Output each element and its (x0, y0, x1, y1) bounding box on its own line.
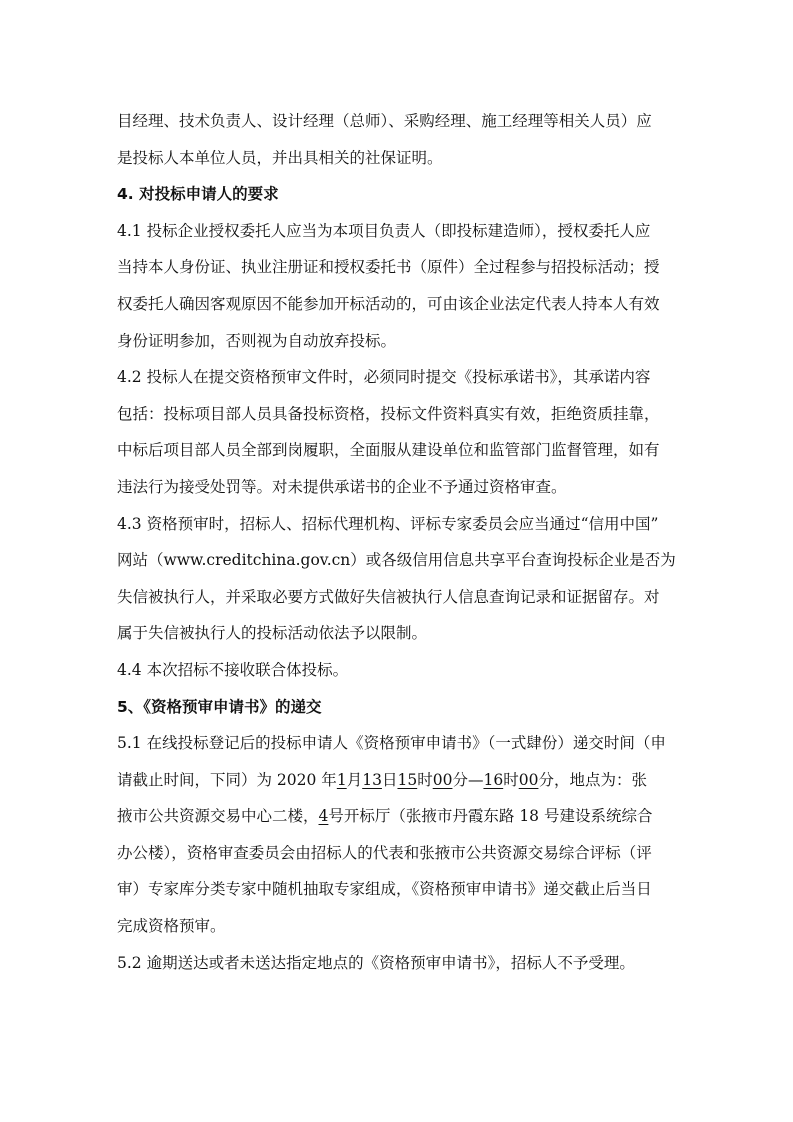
end-minute: 00 (518, 770, 539, 789)
paragraph-5-1-location-line (117, 798, 683, 835)
paragraph-5-2: 5.2 逾期送达或者未送达指定地点的《资格预审申请书》，招标人不予受理。 (117, 953, 635, 972)
text-fragment: 分，地点为：张 (538, 770, 647, 789)
deadline-month: 1 (336, 770, 347, 789)
paragraph-4-4: 4.4 本次招标不接收联合体投标。 (117, 660, 349, 679)
text-line: 是投标人本单位人员，并出具相关的社保证明。 (117, 148, 443, 167)
paragraph-5-1-line: 办公楼），资格审查委员会由招标人的代表和张掖市公共资源交易综合评标（评 (117, 843, 652, 862)
text-fragment: 分— (452, 770, 484, 789)
text-fragment: 日 (381, 770, 398, 789)
paragraph-5-1-line: 完成资格预审。 (117, 917, 226, 936)
end-hour: 16 (483, 770, 504, 789)
paragraph-4-1-line: 当持本人身份证、执业注册证和授权委托书（原件）全过程参与招投标活动；授 (117, 258, 660, 277)
paragraph-4-1-line: 4.1 投标企业授权委托人应当为本项目负责人（即投标建造师），授权委托人应 (117, 221, 651, 240)
start-hour: 15 (397, 770, 418, 789)
paragraph-5-1-line: 审）专家库分类专家中随机抽取专家组成，《资格预审申请书》递交截止后当日 (117, 880, 652, 899)
paragraph-4-2-line: 4.2 投标人在提交资格预审文件时，必须同时提交《投标承诺书》，其承诺内容 (117, 368, 651, 387)
paragraph-4-3-line: 网站（www.creditchina.gov.cn）或各级信用信息共享平台查询投标企业是否为 (117, 551, 676, 570)
paragraph-4-1-line: 身份证明参加，否则视为自动放弃投标。 (117, 331, 397, 350)
paragraph-4-3-line: 属于失信被执行人的投标活动依法予以限制。 (117, 624, 428, 643)
paragraph-4-1-line: 权委托人确因客观原因不能参加开标活动的，可由该企业法定代表人持本人有效 (117, 294, 660, 313)
deadline-day: 13 (362, 770, 382, 789)
paragraph-4-2-line: 包括：投标项目部人员具备投标资格，投标文件资料真实有效，拒绝资质挂靠， (117, 404, 660, 423)
paragraph-4-3-line: 4.3 资格预审时，招标人、招标代理机构、评标专家委员会应当通过“信用中国” (117, 514, 659, 533)
text-fragment: 号开标厅（张掖市丹霞东路 18 号建设系统综合 (328, 807, 653, 826)
paragraph-4-3-line: 失信被执行人，并采取必要方式做好失信被执行人信息查询记录和证据留存。对 (117, 587, 660, 606)
room-number: 4 (318, 807, 329, 826)
text-fragment: 请截止时间，下同）为 2020 年 (117, 770, 337, 789)
section-4-heading: 4. 对投标申请人的要求 (117, 185, 279, 204)
paragraph-5-1-line: 5.1 在线投标登记后的投标申请人《资格预审申请书》（一式肆份）递交时间（申 (117, 734, 666, 753)
text-fragment: 月 (346, 770, 363, 789)
start-minute: 00 (432, 770, 453, 789)
paragraph-5-1-time-line (117, 762, 683, 799)
text-fragment: 时 (503, 770, 519, 789)
text-fragment: 时 (417, 770, 433, 789)
paragraph-4-2-line: 违法行为接受处罚等。对未提供承诺书的企业不予通过资格审查。 (117, 477, 567, 496)
document-body (117, 103, 683, 981)
text-line: 目经理、技术负责人、设计经理（总师）、采购经理、施工经理等相关人员）应 (117, 112, 652, 130)
paragraph-4-2-line: 中标后项目部人员全部到岗履职，全面服从建设单位和监管部门监督管理，如有 (117, 441, 660, 460)
text-fragment: 掖市公共资源交易中心二楼， (117, 807, 319, 826)
section-5-heading: 5、《资格预审申请书》的递交 (117, 697, 322, 716)
